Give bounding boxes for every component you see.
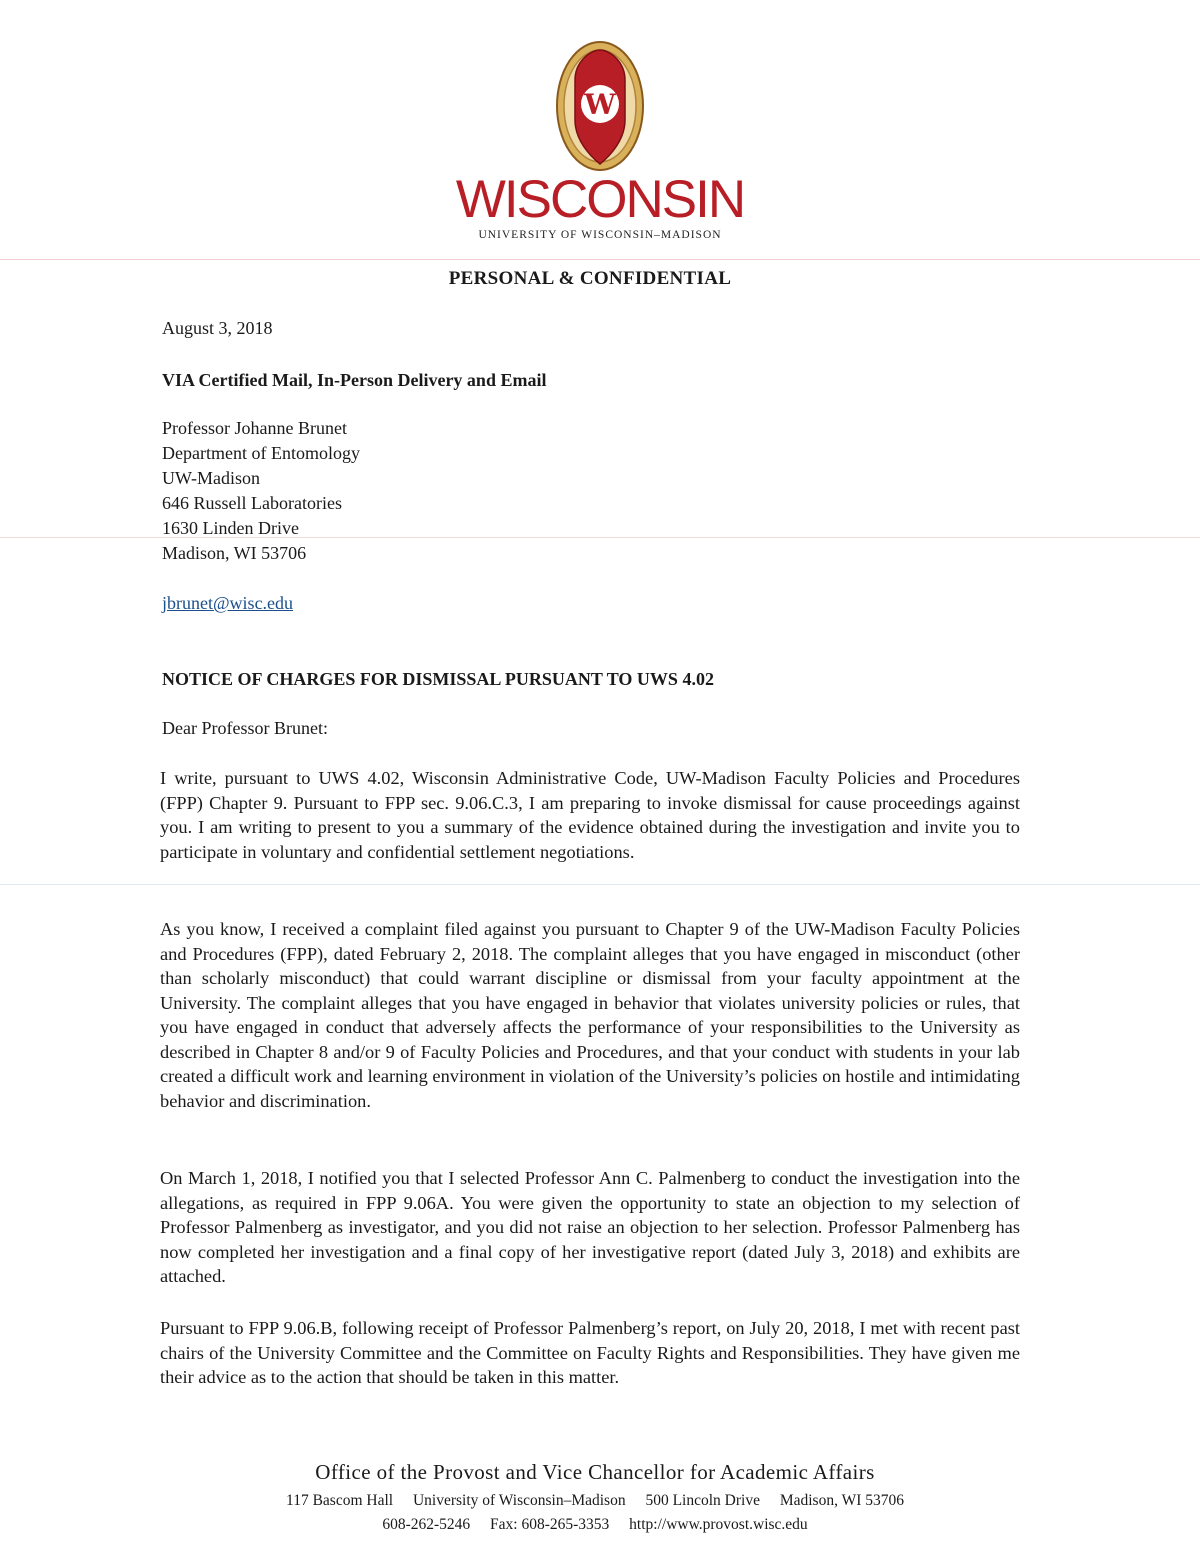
recipient-line: Madison, WI 53706 (162, 543, 307, 563)
footer-contact (0, 1516, 1190, 1534)
body-paragraph: Pursuant to FPP 9.06.B, following receipt of Professor Palmenberg’s report, on July 20, 2018, I met with recent past chairs of the University Committee and the Committee on Faculty Rights and Responsibilities. They have given me their advice as to the action that should be taken in this matter. (160, 1318, 1020, 1387)
subject-line: NOTICE OF CHARGES FOR DISMISSAL PURSUANT TO UWS 4.02 (162, 669, 714, 689)
recipient-line: Professor Johanne Brunet (162, 418, 347, 438)
salutation: Dear Professor Brunet: (162, 718, 328, 738)
recipient-line: 1630 Linden Drive (162, 518, 299, 538)
header-divider (0, 259, 1200, 260)
university-subtitle: UNIVERSITY OF WISCONSIN–MADISON (478, 229, 722, 241)
footer-website-link[interactable]: http://www.provost.wisc.edu (629, 1516, 808, 1533)
footer-address-part: 117 Bascom Hall (286, 1492, 394, 1509)
footer-office: Office of the Provost and Vice Chancellor for Academic Affairs (315, 1460, 875, 1484)
body-paragraph: I write, pursuant to UWS 4.02, Wisconsin Administrative Code, UW-Madison Faculty Policies and Procedures (FPP) Chapter 9. Pursuant to FPP sec. 9.06.C.3, I am preparing to invoke dismissal for cause proceedings against you. I am writing to present to you a summary of the evidence obtained during the investigation and invite you to participate in voluntary and confidential settlement negotiations. (160, 768, 1020, 862)
recipient-line: 646 Russell Laboratories (162, 493, 342, 513)
recipient-line: UW-Madison (162, 468, 260, 488)
body-paragraph: On March 1, 2018, I notified you that I selected Professor Ann C. Palmenberg to conduct the investigation into the allegations, as required in FPP 9.06A. You were given the opportunity to state an objection to my selection of Professor Palmenberg as investigator, and you did not raise an objection to her selection. Professor Palmenberg has now completed her investigation and a final copy of her investigative report (dated July 3, 2018) and exhibits are attached. (160, 1168, 1020, 1286)
recipient-email-link[interactable]: jbrunet@wisc.edu (162, 593, 294, 613)
confidential-banner: PERSONAL & CONFIDENTIAL (448, 268, 732, 289)
footer-fax: Fax: 608-265-3353 (490, 1516, 610, 1533)
footer-address-part: 500 Lincoln Drive (645, 1492, 760, 1509)
footer-address-part: Madison, WI 53706 (779, 1492, 904, 1509)
fold-line (0, 884, 1200, 885)
letter-date: August 3, 2018 (162, 318, 273, 338)
wordmark: WISCONSIN (455, 170, 745, 229)
recipient-line: Department of Entomology (162, 443, 360, 463)
footer-phone: 608-262-5246 (382, 1516, 471, 1533)
body-paragraph: As you know, I received a complaint filed against you pursuant to Chapter 9 of the UW-Madison Faculty Policies and Procedures (FPP), dated February 2, 2018. The complaint alleges that you have engaged in misconduct (other than scholarly misconduct) that could warrant discipline or dismissal from your faculty appointment at the University. The complaint alleges that you have engaged in behavior that violates university policies or rules, that you have engaged in conduct that adversely affects the performance of your responsibilities to the University as described in Chapter 8 and/or 9 of Faculty Policies and Procedures, and that your conduct with students in your lab created a difficult work and learning environment in violation of the University’s policies on hostile and intimidating behavior and discrimination. (160, 919, 1020, 1111)
footer-address-part: University of Wisconsin–Madison (412, 1492, 626, 1509)
delivery-method: VIA Certified Mail, In-Person Delivery and Email (162, 370, 547, 390)
uw-crest-logo (555, 40, 645, 174)
crest-letter: W (584, 88, 616, 121)
footer-address (0, 1492, 1190, 1510)
